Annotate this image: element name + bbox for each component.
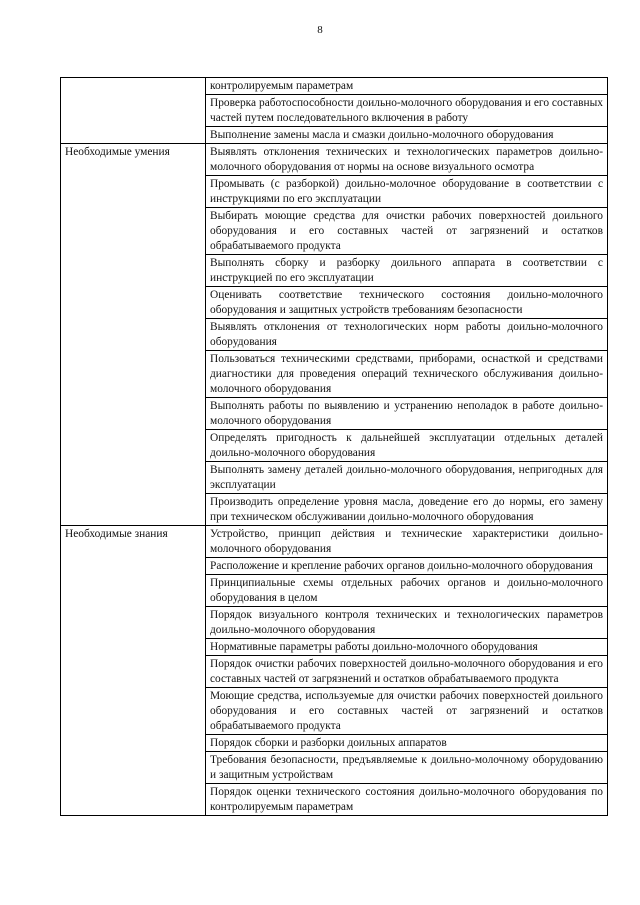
requirement-text: Порядок визуального контроля технических и технологических параметров доильно-молочного оборудования xyxy=(210,609,603,636)
requirement-cell xyxy=(206,319,608,351)
requirement-cell xyxy=(206,95,608,127)
requirement-cell xyxy=(206,735,608,752)
requirement-text: контролируемым параметрам xyxy=(210,80,354,92)
requirement-cell xyxy=(206,255,608,287)
requirement-cell xyxy=(206,688,608,735)
requirement-text: Проверка работоспособности доильно-молочного оборудования и его составных частей путем последовательного включения в работу xyxy=(210,97,603,124)
requirement-text: Выполнять замену деталей доильно-молочного оборудования, непригодных для эксплуатации xyxy=(210,464,603,491)
requirement-text: Выявлять отклонения от технологических норм работы доильно-молочного оборудования xyxy=(210,321,603,348)
requirement-text: Расположение и крепление рабочих органов доильно-молочного оборудования xyxy=(210,560,593,572)
requirement-text: Моющие средства, используемые для очистки рабочих поверхностей доильного оборудования и его составных частей от загрязнений и остатков обрабатываемого продукта xyxy=(210,690,603,732)
requirement-cell xyxy=(206,462,608,494)
requirement-cell xyxy=(206,127,608,144)
requirement-cell xyxy=(206,287,608,319)
requirement-cell xyxy=(206,208,608,255)
requirement-cell xyxy=(206,639,608,656)
requirement-cell xyxy=(206,398,608,430)
requirement-cell xyxy=(206,656,608,688)
requirement-cell xyxy=(206,144,608,176)
requirement-text: Выявлять отклонения технических и технологических параметров доильно-молочного оборудования от нормы на основе визуального осмотра xyxy=(210,146,603,173)
requirement-text: Производить определение уровня масла, доведение его до нормы, его замену при техническом обслуживании доильно-молочного оборудования xyxy=(210,496,603,523)
page-number: 8 xyxy=(317,24,323,36)
requirement-cell xyxy=(206,752,608,784)
requirement-cell xyxy=(206,784,608,816)
requirement-cell xyxy=(206,558,608,575)
section-label: Необходимые знания xyxy=(65,528,168,540)
requirement-text: Порядок очистки рабочих поверхностей доильно-молочного оборудования и его составных частей от загрязнений и остатков обрабатываемого продукта xyxy=(210,658,603,685)
requirement-cell xyxy=(206,78,608,95)
table-row xyxy=(61,526,608,558)
requirement-cell xyxy=(206,351,608,398)
requirement-text: Принципиальные схемы отдельных рабочих органов и доильно-молочного оборудования в целом xyxy=(210,577,603,604)
requirement-text: Порядок оценки технического состояния доильно-молочного оборудования по контролируемым параметрам xyxy=(210,786,603,813)
requirement-cell xyxy=(206,526,608,558)
requirement-text: Выбирать моющие средства для очистки рабочих поверхностей доильного оборудования и его составных частей от загрязнений и остатков обрабатываемого продукта xyxy=(210,210,603,252)
requirement-text: Выполнять работы по выявлению и устранению неполадок в работе доильно-молочного оборудования xyxy=(210,400,603,427)
table-body xyxy=(61,78,608,816)
requirement-text: Устройство, принцип действия и технические характеристики доильно-молочного оборудования xyxy=(210,528,603,555)
requirement-text: Промывать (с разборкой) доильно-молочное оборудование в соответствии с инструкциями по его эксплуатации xyxy=(210,178,603,205)
requirement-cell xyxy=(206,176,608,208)
requirement-text: Выполнение замены масла и смазки доильно-молочного оборудования xyxy=(210,129,554,141)
requirement-text: Требования безопасности, предъявляемые к доильно-молочному оборудованию и защитным устройствам xyxy=(210,754,603,781)
requirement-cell xyxy=(206,494,608,526)
requirement-cell xyxy=(206,575,608,607)
qualification-table xyxy=(60,77,608,816)
section-label-cell xyxy=(61,526,206,816)
table-row xyxy=(61,78,608,95)
requirement-cell xyxy=(206,607,608,639)
requirement-cell xyxy=(206,430,608,462)
requirement-text: Нормативные параметры работы доильно-молочного оборудования xyxy=(210,641,538,653)
section-label-cell xyxy=(61,144,206,526)
section-label-cell xyxy=(61,78,206,144)
section-label: Необходимые умения xyxy=(65,146,170,158)
table-row xyxy=(61,144,608,176)
requirement-text: Определять пригодность к дальнейшей эксплуатации отдельных деталей доильно-молочного оборудования xyxy=(210,432,603,459)
requirement-text: Порядок сборки и разборки доильных аппаратов xyxy=(210,737,447,749)
requirement-text: Пользоваться техническими средствами, приборами, оснасткой и средствами диагностики для проведения операций технического обслуживания доильно-молочного оборудования xyxy=(210,353,603,395)
requirement-text: Выполнять сборку и разборку доильного аппарата в соответствии с инструкцией по его эксплуатации xyxy=(210,257,603,284)
requirement-text: Оценивать соответствие технического состояния доильно-молочного оборудования и защитных устройств требованиям безопасности xyxy=(210,289,603,316)
